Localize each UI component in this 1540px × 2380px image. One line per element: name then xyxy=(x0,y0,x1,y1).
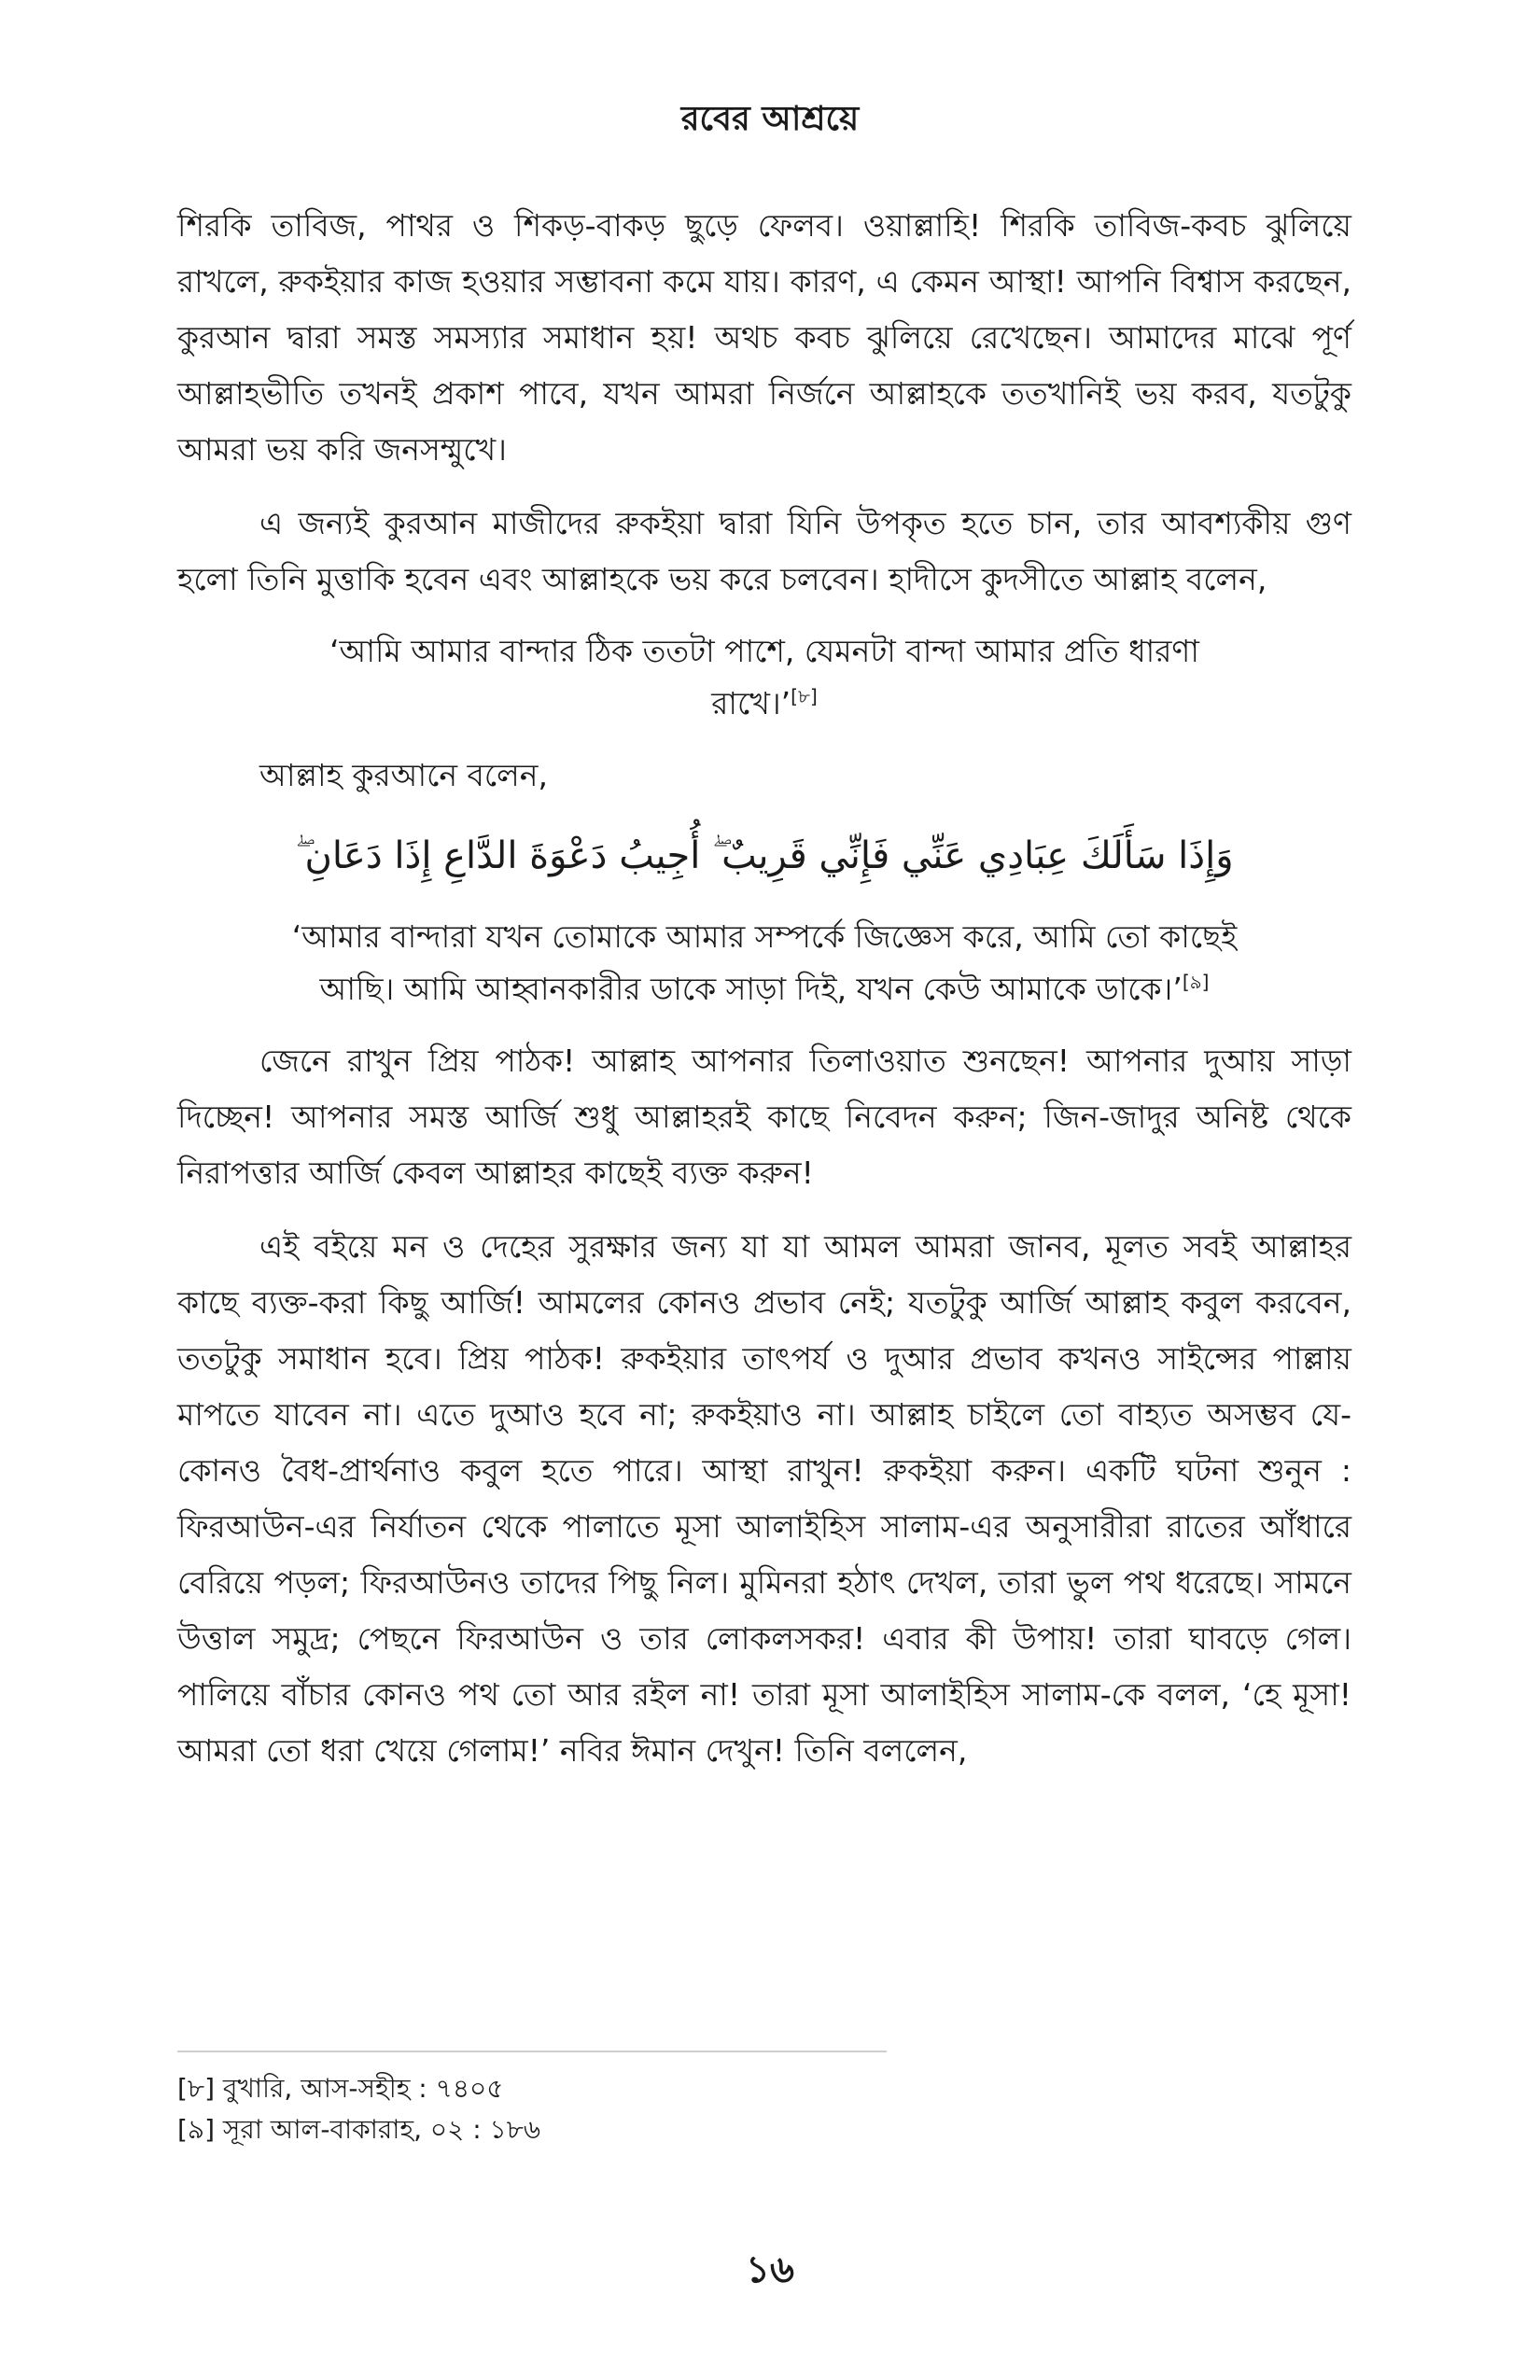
paragraph-3: জেনে রাখুন প্রিয় পাঠক! আল্লাহ আপনার তিলাওয়াত শুনছেন! আপনার দুআয় সাড়া দিচ্ছেন! আপনার সমস্ত আর্জি শুধু আল্লাহরই কাছে নিবেদন করুন; জিন-জাদুর অনিষ্ট থেকে নিরাপত্তার আর্জি কেবল আল্লাহর কাছেই ব্যক্ত করুন! xyxy=(177,1043,1351,1191)
quran-intro: আল্লাহ কুরআনে বলেন, xyxy=(259,757,548,793)
hadith-quote-text: ‘আমি আমার বান্দার ঠিক ততটা পাশে, যেমনটা বান্দা আমার প্রতি ধারণা রাখে।’ xyxy=(329,633,1199,721)
paragraph-1: শিরকি তাবিজ, পাথর ও শিকড়-বাকড় ছুড়ে ফেলব। ওয়াল্লাহি! শিরকি তাবিজ-কবচ ঝুলিয়ে রাখলে, রুকইয়ার কাজ হওয়ার সম্ভাবনা কমে যায়। কারণ, এ কেমন আস্থা! আপনি বিশ্বাস করছেন, কুরআন দ্বারা সমস্ত সমস্যার সমাধান হয়! অথচ কবচ ঝুলিয়ে রেখেছেন। আমাদের মাঝে পূর্ণ আল্লাহভীতি তখনই প্রকাশ পাবে, যখন আমরা নির্জনে আল্লাহকে ততখানিই ভয় করব, যতটুকু আমরা ভয় করি জনসম্মুখে। xyxy=(177,207,1351,468)
footnote-divider xyxy=(177,2051,887,2052)
verse-translation xyxy=(177,911,1351,1015)
running-title: রবের আশ্রয়ে xyxy=(680,100,860,138)
arabic-verse: وَإِذَا سَأَلَكَ عِبَادِي عَنِّي فَإِنِّي قَرِيبٌ ۖ أُجِيبُ دَعْوَةَ الدَّاعِ إِذَا دَعَانِ ۖ xyxy=(295,834,1234,877)
hadith-quote xyxy=(177,625,1351,730)
paragraph-2: এ জন্যই কুরআন মাজীদের রুকইয়া দ্বারা যিনি উপকৃত হতে চান, তার আবশ্যকীয় গুণ হলো তিনি মুত্তাকি হবেন এবং আল্লাহকে ভয় করে চলবেন। হাদীসে কুদসীতে আল্লাহ বলেন, xyxy=(177,505,1351,597)
verse-translation-text: ‘আমার বান্দারা যখন তোমাকে আমার সম্পর্কে জিজ্ঞেস করে, আমি তো কাছেই আছি। আমি আহ্বানকারীর ডাকে সাড়া দিই, যখন কেউ আমাকে ডাকে।’ xyxy=(291,918,1238,1007)
paragraph-4: এই বইয়ে মন ও দেহের সুরক্ষার জন্য যা যা আমল আমরা জানব, মূলত সবই আল্লাহর কাছে ব্যক্ত-করা কিছু আর্জি! আমলের কোনও প্রভাব নেই; যতটুকু আর্জি আল্লাহ কবুল করবেন, ততটুকু সমাধান হবে। প্রিয় পাঠক! রুকইয়ার তাৎপর্য ও দুআর প্রভাব কখনও সাইন্সের পাল্লায় মাপতে যাবেন না। এতে দুআও হবে না; রুকইয়াও না। আল্লাহ চাইলে তো বাহ্যত অসম্ভব যে-কোনও বৈধ-প্রার্থনাও কবুল হতে পারে। আস্থা রাখুন! রুকইয়া করুন। একটি ঘটনা শুনুন : ফিরআউন-এর নির্যাতন থেকে পালাতে মূসা আলাইহিস সালাম-এর অনুসারীরা রাতের আঁধারে বেরিয়ে পড়ল; ফিরআউনও তাদের পিছু নিল। মুমিনরা হঠাৎ দেখল, তারা ভুল পথ ধরেছে। সামনে উত্তাল সমুদ্র; পেছনে ফিরআউন ও তার লোকলসকর! এবার কী উপায়! তারা ঘাবড়ে গেল। পালিয়ে বাঁচার কোনও পথ তো আর রইল না! তারা মূসা আলাইহিস সালাম-কে বলল, ‘হে মূসা! আমরা তো ধরা খেয়ে গেলাম!’ নবির ঈমান দেখুন! তিনি বললেন, xyxy=(177,1228,1351,1769)
footnote-8: [৮] বুখারি, আস-সহীহ : ৭৪০৫ xyxy=(177,2073,504,2104)
page-number: ১৬ xyxy=(746,2248,794,2291)
page-body xyxy=(177,198,1351,1797)
footnote-ref-9[interactable]: [৯] xyxy=(1182,971,1210,993)
footnote-9: [৯] সূরা আল-বাকারাহ, ০২ : ১৮৬ xyxy=(177,2114,541,2145)
footnotes xyxy=(177,2068,1017,2150)
footnote-ref-8[interactable]: [৮] xyxy=(791,685,818,707)
